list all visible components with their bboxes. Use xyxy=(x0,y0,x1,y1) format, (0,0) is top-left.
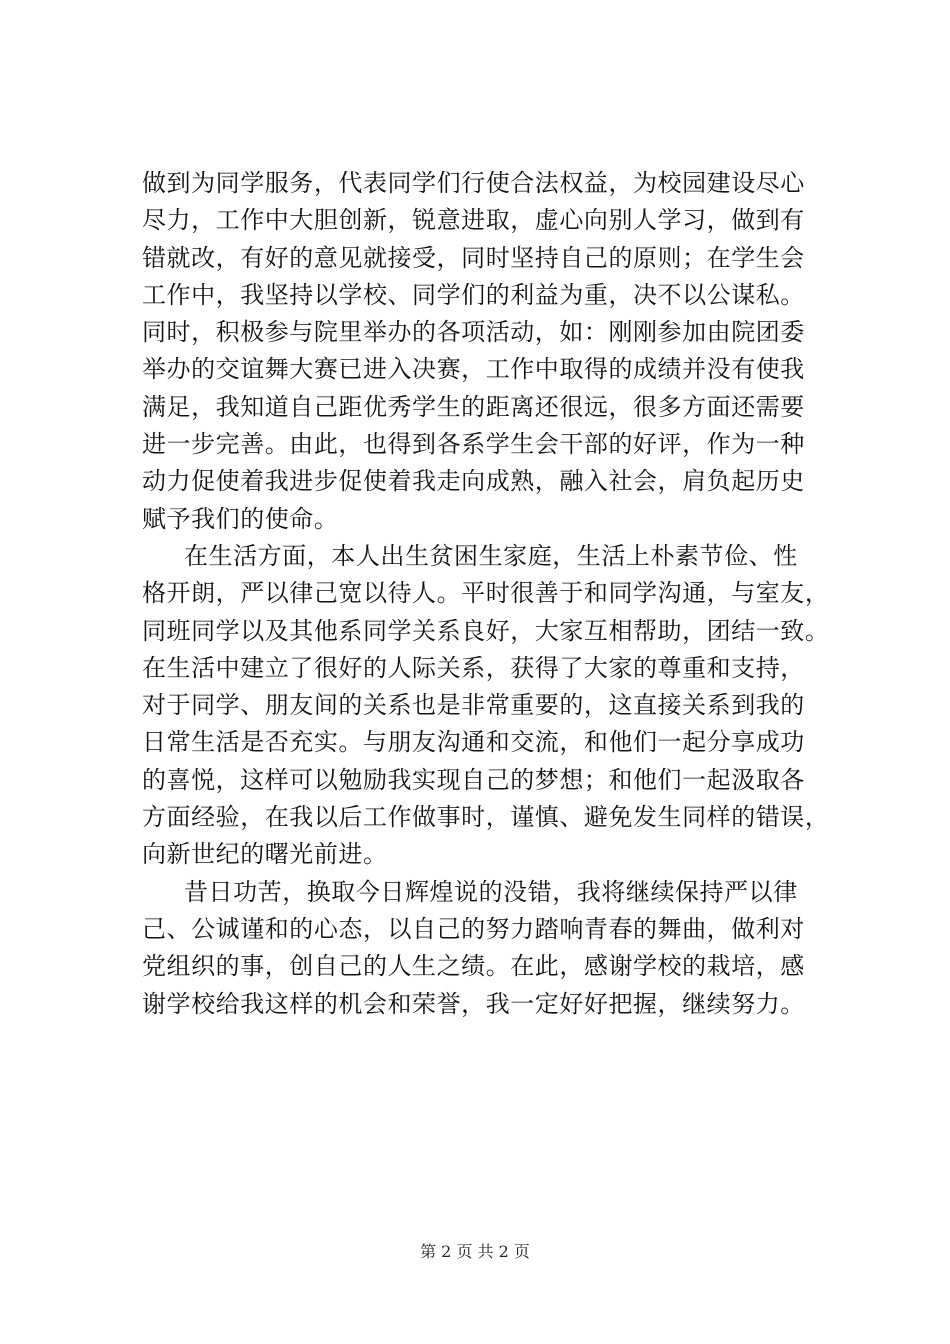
paragraph-first-line: 在生活方面，本人出生贫困生家庭，生活上朴素节俭、性 xyxy=(184,541,798,570)
text-line: 在生活中建立了很好的人际关系，获得了大家的尊重和支持， xyxy=(142,653,805,682)
paragraph-first-line: 昔日功苦，换取今日辉煌说的没错，我将继续保持严以律 xyxy=(184,877,798,906)
text-line: 格开朗，严以律己宽以待人。平时很善于和同学沟通，与室友， xyxy=(142,579,830,608)
page-footer: 第 2 页 共 2 页 xyxy=(420,1242,530,1261)
text-line: 动力促使着我进步促使着我走向成熟，融入社会，肩负起历史 xyxy=(142,467,805,496)
text-line: 尽力，工作中大胆创新，锐意进取，虚心向别人学习，做到有 xyxy=(142,206,805,235)
document-body xyxy=(142,165,842,1023)
text-line: 方面经验，在我以后工作做事时，谨慎、避免发生同样的错误， xyxy=(142,803,830,832)
text-line: 同时，积极参与院里举办的各项活动，如：刚刚参加由院团委 xyxy=(142,318,805,347)
text-line: 日常生活是否充实。与朋友沟通和交流，和他们一起分享成功 xyxy=(142,728,805,757)
text-line: 满足，我知道自己距优秀学生的距离还很远，很多方面还需要 xyxy=(142,392,805,421)
text-line: 向新世纪的曙光前进。 xyxy=(142,840,388,869)
text-line: 做到为同学服务，代表同学们行使合法权益，为校园建设尽心 xyxy=(142,169,805,197)
text-line: 赋予我们的使命。 xyxy=(142,504,339,533)
text-line: 谢学校给我这样的机会和荣誉，我一定好好把握，继续努力。 xyxy=(142,989,805,1018)
text-line: 进一步完善。由此，也得到各系学生会干部的好评，作为一种 xyxy=(142,430,805,459)
text-line: 错就改，有好的意见就接受，同时坚持自己的原则；在学生会 xyxy=(142,243,805,272)
text-line: 己、公诚谨和的心态，以自己的努力踏响青春的舞曲，做利对 xyxy=(142,914,805,943)
text-line: 的喜悦，这样可以勉励我实现自己的梦想；和他们一起汲取各 xyxy=(142,765,805,794)
text-line: 对于同学、朋友间的关系也是非常重要的，这直接关系到我的 xyxy=(142,691,805,720)
text-line: 举办的交谊舞大赛已进入决赛，工作中取得的成绩并没有使我 xyxy=(142,355,805,384)
text-line: 党组织的事，创自己的人生之绩。在此，感谢学校的栽培，感 xyxy=(142,952,805,981)
text-line: 同班同学以及其他系同学关系良好，大家互相帮助，团结一致。 xyxy=(142,616,830,645)
text-line: 工作中，我坚持以学校、同学们的利益为重，决不以公谋私。 xyxy=(142,280,805,309)
